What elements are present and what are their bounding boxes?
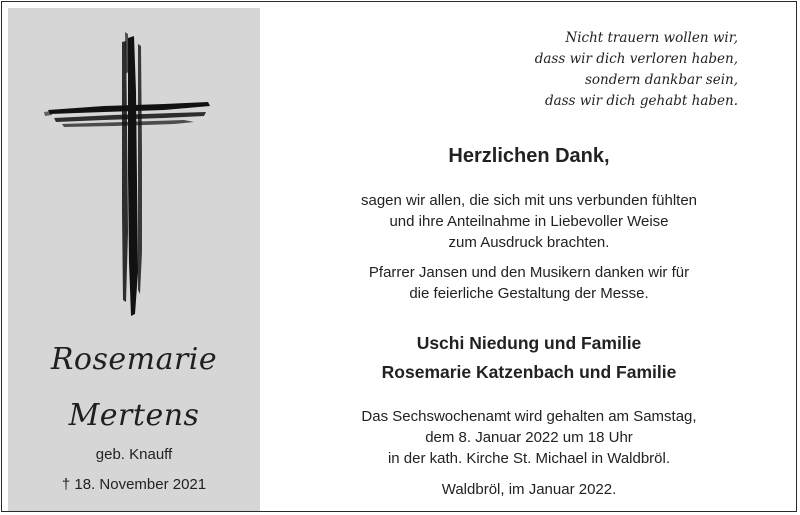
priest-thanks-paragraph <box>260 262 797 304</box>
mass-info-line: dem 8. Januar 2022 um 18 Uhr <box>425 429 633 446</box>
poem-line: Nicht trauern wollen wir, <box>565 30 738 46</box>
signers <box>260 329 797 387</box>
cross-icon <box>44 32 214 322</box>
thanks-line: sagen wir allen, die sich mit uns verbunden fühlten <box>360 192 698 209</box>
signer-name: Rosemarie Katzenbach und Familie <box>381 362 677 382</box>
closing-place-date: Waldbröl, im Januar 2022. <box>441 481 617 498</box>
deceased-birth-name: geb. Knauff <box>95 446 173 463</box>
priest-thanks-line: die feierliche Gestaltung der Messe. <box>409 285 649 302</box>
poem-line: sondern dankbar sein, <box>584 72 738 88</box>
mass-info-line: in der kath. Kirche St. Michael in Waldbröl. <box>387 450 671 467</box>
obituary-notice <box>1 1 797 512</box>
deceased-first-name: Rosemarie <box>50 342 218 377</box>
thanks-line: zum Ausdruck brachten. <box>448 234 610 251</box>
mass-info-line: Das Sechswochenamt wird gehalten am Samstag, <box>361 408 697 425</box>
poem-line: dass wir dich verloren haben, <box>534 51 738 67</box>
mass-info-paragraph <box>260 406 797 469</box>
deceased-last-name: Mertens <box>68 398 200 433</box>
priest-thanks-line: Pfarrer Jansen und den Musikern danken wir für <box>368 264 690 281</box>
poem <box>535 28 738 112</box>
memorial-sidebar <box>8 8 260 511</box>
thanks-line: und ihre Anteilnahme in Liebevoller Weise <box>389 213 669 230</box>
deceased-death-date: † 18. November 2021 <box>61 476 207 493</box>
thanks-paragraph <box>260 190 797 253</box>
poem-line: dass wir dich gehabt haben. <box>544 93 738 109</box>
signer-name: Uschi Niedung und Familie <box>416 333 642 353</box>
thanks-heading: Herzlichen Dank, <box>448 145 610 167</box>
